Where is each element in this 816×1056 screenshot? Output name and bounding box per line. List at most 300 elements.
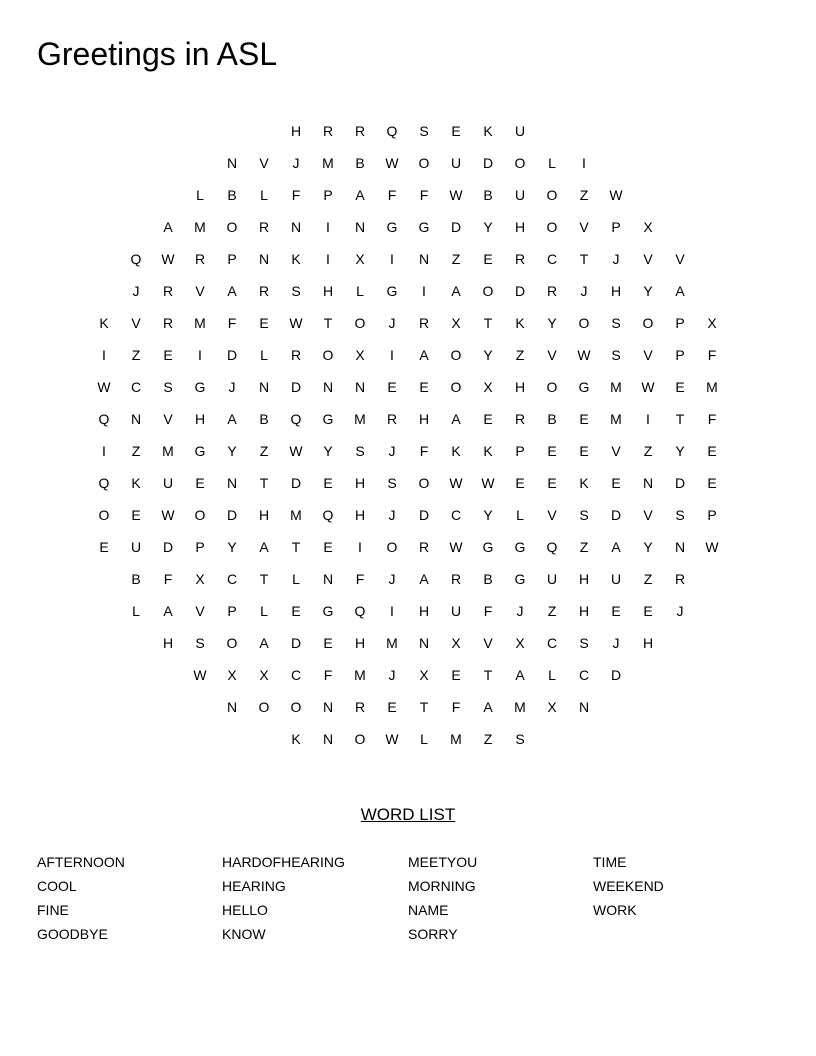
grid-letter: F (419, 443, 429, 459)
grid-letter: W (577, 347, 591, 363)
grid-letter: H (162, 635, 174, 651)
grid-letter: P (675, 347, 685, 363)
grid-letter: H (642, 635, 654, 651)
word-list-item: HARDOFHEARING (222, 854, 345, 870)
grid-letter: G (386, 283, 398, 299)
grid-letter: Q (386, 123, 398, 139)
grid-letter: G (322, 603, 334, 619)
grid-letter: E (611, 475, 621, 491)
word-list-heading: WORD LIST (360, 805, 456, 824)
grid-letter: H (258, 507, 270, 523)
grid-letter: T (579, 251, 589, 267)
grid-letter: O (578, 315, 590, 331)
grid-letter: B (483, 571, 493, 587)
grid-letter: B (355, 155, 365, 171)
grid-letter: K (451, 443, 461, 459)
grid-letter: A (163, 219, 173, 235)
grid-letter: I (646, 411, 650, 427)
grid-letter: A (515, 667, 525, 683)
grid-letter: E (131, 507, 141, 523)
grid-letter: M (354, 667, 366, 683)
grid-letter: Y (643, 283, 653, 299)
grid-letter: H (418, 603, 430, 619)
grid-letter: Y (227, 539, 237, 555)
grid-letter: H (354, 475, 366, 491)
grid-letter: K (291, 251, 301, 267)
grid-letter: F (707, 411, 717, 427)
grid-letter: U (162, 475, 174, 491)
grid-letter: H (354, 635, 366, 651)
grid-letter: J (612, 635, 620, 651)
grid-letter: X (707, 315, 717, 331)
grid-letter: A (163, 603, 173, 619)
grid-letter: U (514, 187, 526, 203)
grid-letter: R (162, 315, 174, 331)
grid-letter: J (388, 443, 396, 459)
grid-letter: E (387, 699, 397, 715)
grid-letter: C (226, 571, 238, 587)
grid-letter: H (194, 411, 206, 427)
word-list-item: MORNING (408, 878, 476, 894)
grid-letter: A (355, 187, 365, 203)
grid-letter: X (195, 571, 205, 587)
grid-letter: I (390, 251, 394, 267)
grid-letter: B (547, 411, 557, 427)
grid-letter: M (450, 731, 462, 747)
grid-letter: O (546, 187, 558, 203)
grid-letter: W (449, 187, 463, 203)
grid-letter: O (354, 315, 366, 331)
grid-letter: S (611, 347, 621, 363)
grid-letter: P (195, 539, 205, 555)
grid-letter: G (482, 539, 494, 555)
grid-letter: W (481, 475, 495, 491)
grid-letter: D (450, 219, 462, 235)
grid-letter: R (418, 315, 430, 331)
grid-letter: O (450, 379, 462, 395)
grid-letter: E (643, 603, 653, 619)
grid-letter: N (578, 699, 590, 715)
grid-letter: V (195, 283, 205, 299)
grid-letter: F (419, 187, 429, 203)
grid-letter: H (290, 123, 302, 139)
grid-letter: H (354, 507, 366, 523)
grid-letter: E (387, 379, 397, 395)
grid-letter: R (514, 411, 526, 427)
grid-letter: A (419, 571, 429, 587)
page-title: Greetings in ASL (37, 36, 278, 72)
grid-letter: N (322, 571, 334, 587)
grid-letter: Z (131, 443, 141, 459)
grid-letter: B (259, 411, 269, 427)
grid-letter: S (195, 635, 205, 651)
grid-letter: L (420, 731, 428, 747)
grid-letter: E (547, 443, 557, 459)
grid-letter: F (451, 699, 461, 715)
grid-letter: I (582, 155, 586, 171)
grid-letter: L (292, 571, 300, 587)
grid-letter: O (258, 699, 270, 715)
grid-letter: M (386, 635, 398, 651)
grid-letter: I (198, 347, 202, 363)
grid-letter: Y (227, 443, 237, 459)
grid-letter: O (322, 347, 334, 363)
grid-letter: X (355, 251, 365, 267)
grid-letter: N (258, 251, 270, 267)
grid-letter: I (358, 539, 362, 555)
grid-letter: V (195, 603, 205, 619)
grid-letter: O (226, 635, 238, 651)
grid-letter: S (675, 507, 685, 523)
grid-letter: M (514, 699, 526, 715)
grid-letter: A (259, 539, 269, 555)
grid-letter: W (193, 667, 207, 683)
grid-letter: E (451, 123, 461, 139)
grid-letter: S (387, 475, 397, 491)
grid-letter: X (483, 379, 493, 395)
grid-letter: R (450, 571, 462, 587)
grid-letter: Q (98, 411, 110, 427)
grid-letter: V (643, 347, 653, 363)
grid-letter: O (450, 347, 462, 363)
grid-letter: Y (547, 315, 557, 331)
grid-letter: U (450, 603, 462, 619)
grid-letter: S (419, 123, 429, 139)
grid-letter: R (418, 539, 430, 555)
grid-letter: B (483, 187, 493, 203)
grid-letter: E (611, 603, 621, 619)
grid-letter: M (354, 411, 366, 427)
grid-letter: E (547, 475, 557, 491)
grid-letter: H (514, 219, 526, 235)
grid-letter: Q (98, 475, 110, 491)
grid-letter: G (514, 539, 526, 555)
grid-letter: N (226, 475, 238, 491)
grid-letter: T (419, 699, 429, 715)
word-list-column-4 (593, 850, 664, 922)
grid-letter: X (451, 315, 461, 331)
grid-letter: S (355, 443, 365, 459)
grid-letter: X (259, 667, 269, 683)
grid-letter: R (386, 411, 398, 427)
grid-letter: J (132, 283, 140, 299)
grid-letter: D (482, 155, 494, 171)
grid-letter: O (546, 379, 558, 395)
grid-letter: X (451, 635, 461, 651)
grid-letter: I (326, 219, 330, 235)
grid-letter: E (291, 603, 301, 619)
word-list-item: COOL (37, 878, 77, 894)
grid-letter: P (227, 603, 237, 619)
grid-letter: P (323, 187, 333, 203)
grid-letter: L (260, 187, 268, 203)
grid-letter: O (354, 731, 366, 747)
grid-letter: T (259, 475, 269, 491)
grid-letter: I (102, 347, 106, 363)
grid-letter: U (514, 123, 526, 139)
grid-letter: J (516, 603, 524, 619)
grid-letter: O (514, 155, 526, 171)
word-list-item: HELLO (222, 902, 268, 918)
grid-letter: L (356, 283, 364, 299)
grid-letter: H (514, 379, 526, 395)
grid-letter: X (355, 347, 365, 363)
grid-letter: T (483, 667, 493, 683)
grid-letter: Z (259, 443, 269, 459)
grid-letter: J (388, 507, 396, 523)
grid-letter: F (483, 603, 493, 619)
grid-letter: N (258, 379, 270, 395)
grid-letter: E (99, 539, 109, 555)
grid-letter: G (418, 219, 430, 235)
grid-letter: G (578, 379, 590, 395)
grid-letter: W (449, 539, 463, 555)
grid-letter: R (354, 699, 366, 715)
grid-letter: K (99, 315, 109, 331)
grid-letter: S (579, 635, 589, 651)
grid-letter: U (546, 571, 558, 587)
grid-letter: H (418, 411, 430, 427)
grid-letter: Z (579, 187, 589, 203)
grid-letter: Z (483, 731, 493, 747)
grid-letter: S (291, 283, 301, 299)
grid-letter: O (98, 507, 110, 523)
grid-letter: D (162, 539, 174, 555)
grid-letter: O (226, 219, 238, 235)
grid-letter: L (260, 347, 268, 363)
grid-letter: H (578, 571, 590, 587)
grid-letter: Y (643, 539, 653, 555)
grid-letter: A (451, 283, 461, 299)
grid-letter: F (291, 187, 301, 203)
grid-letter: M (322, 155, 334, 171)
grid-letter: N (130, 411, 142, 427)
grid-letter: V (579, 219, 589, 235)
grid-letter: A (227, 283, 237, 299)
grid-letter: G (322, 411, 334, 427)
grid-letter: L (132, 603, 140, 619)
grid-letter: L (548, 667, 556, 683)
grid-letter: W (641, 379, 655, 395)
grid-letter: R (546, 283, 558, 299)
grid-letter: A (611, 539, 621, 555)
word-list-item: SORRY (408, 926, 458, 942)
grid-letter: E (259, 315, 269, 331)
grid-letter: Q (546, 539, 558, 555)
grid-letter: O (642, 315, 654, 331)
grid-letter: D (226, 347, 238, 363)
grid-letter: P (227, 251, 237, 267)
grid-letter: F (227, 315, 237, 331)
grid-letter: R (322, 123, 334, 139)
grid-letter: N (354, 219, 366, 235)
grid-letter: O (386, 539, 398, 555)
grid-letter: M (162, 443, 174, 459)
grid-letter: S (163, 379, 173, 395)
grid-letter: W (705, 539, 719, 555)
grid-letter: F (387, 187, 397, 203)
grid-letter: A (419, 347, 429, 363)
grid-letter: E (483, 411, 493, 427)
grid-letter: N (418, 635, 430, 651)
grid-letter: Y (483, 219, 493, 235)
grid-letter: E (707, 443, 717, 459)
grid-letter: N (322, 731, 334, 747)
grid-letter: W (385, 155, 399, 171)
grid-letter: P (675, 315, 685, 331)
grid-letter: Z (451, 251, 461, 267)
word-list-item: TIME (593, 854, 627, 870)
grid-letter: T (291, 539, 301, 555)
grid-letter: G (194, 443, 206, 459)
grid-letter: A (227, 411, 237, 427)
grid-letter: A (259, 635, 269, 651)
grid-letter: J (228, 379, 236, 395)
grid-letter: X (419, 667, 429, 683)
grid-letter: L (260, 603, 268, 619)
grid-letter: K (579, 475, 589, 491)
word-list-item: NAME (408, 902, 449, 918)
word-list-item: HEARING (222, 878, 286, 894)
word-list-column-3 (408, 850, 477, 946)
grid-letter: G (514, 571, 526, 587)
grid-letter: R (674, 571, 686, 587)
grid-letter: J (388, 315, 396, 331)
grid-letter: Y (323, 443, 333, 459)
grid-letter: R (162, 283, 174, 299)
grid-letter: T (483, 315, 493, 331)
grid-letter: Z (547, 603, 557, 619)
grid-letter: S (579, 507, 589, 523)
grid-letter: Y (483, 347, 493, 363)
grid-letter: C (546, 635, 558, 651)
word-list-item: WORK (593, 902, 637, 918)
grid-letter: I (102, 443, 106, 459)
word-list-item: MEETYOU (408, 854, 478, 870)
grid-letter: E (195, 475, 205, 491)
grid-letter: X (515, 635, 525, 651)
grid-letter: I (390, 347, 394, 363)
grid-letter: C (450, 507, 462, 523)
grid-letter: D (610, 667, 622, 683)
grid-letter: Q (290, 411, 302, 427)
grid-letter: W (385, 731, 399, 747)
grid-letter: M (194, 219, 206, 235)
grid-letter: L (516, 507, 524, 523)
grid-letter: G (194, 379, 206, 395)
grid-letter: V (547, 347, 557, 363)
grid-letter: W (289, 443, 303, 459)
grid-letter: V (547, 507, 557, 523)
word-list-item: WEEKEND (593, 878, 664, 894)
grid-letter: Z (515, 347, 525, 363)
grid-letter: J (292, 155, 300, 171)
grid-letter: E (579, 443, 589, 459)
grid-letter: K (291, 731, 301, 747)
grid-letter: M (194, 315, 206, 331)
grid-letter: E (451, 667, 461, 683)
grid-letter: Q (354, 603, 366, 619)
grid-letter: N (418, 251, 430, 267)
grid-letter: R (194, 251, 206, 267)
grid-letter: U (610, 571, 622, 587)
grid-letter: N (674, 539, 686, 555)
grid-letter: M (610, 379, 622, 395)
grid-letter: S (611, 315, 621, 331)
grid-letter: P (611, 219, 621, 235)
word-list-item: FINE (37, 902, 69, 918)
grid-letter: A (483, 699, 493, 715)
grid-letter: F (163, 571, 173, 587)
grid-letter: O (418, 475, 430, 491)
grid-letter: Z (643, 571, 653, 587)
grid-letter: D (290, 635, 302, 651)
grid-letter: J (580, 283, 588, 299)
grid-letter: E (707, 475, 717, 491)
grid-letter: J (676, 603, 684, 619)
grid-letter: N (226, 699, 238, 715)
grid-letter: C (290, 667, 302, 683)
grid-letter: R (290, 347, 302, 363)
grid-letter: O (482, 283, 494, 299)
grid-letter: O (546, 219, 558, 235)
grid-letter: V (483, 635, 493, 651)
grid-letter: D (226, 507, 238, 523)
grid-letter: Y (483, 507, 493, 523)
grid-letter: E (515, 475, 525, 491)
grid-letter: D (610, 507, 622, 523)
word-list-item: AFTERNOON (37, 854, 125, 870)
grid-letter: T (323, 315, 333, 331)
grid-letter: C (130, 379, 142, 395)
grid-letter: H (322, 283, 334, 299)
grid-letter: J (612, 251, 620, 267)
grid-letter: H (578, 603, 590, 619)
grid-letter: A (675, 283, 685, 299)
grid-letter: N (226, 155, 238, 171)
grid-letter: V (643, 251, 653, 267)
grid-letter: E (323, 635, 333, 651)
word-list-column-2 (222, 850, 345, 946)
grid-letter: W (449, 475, 463, 491)
grid-letter: V (259, 155, 269, 171)
grid-letter: R (258, 283, 270, 299)
grid-letter: W (609, 187, 623, 203)
grid-letter: N (322, 379, 334, 395)
grid-letter: V (675, 251, 685, 267)
grid-letter: V (131, 315, 141, 331)
grid-letter: O (194, 507, 206, 523)
grid-letter: F (355, 571, 365, 587)
grid-letter: Q (322, 507, 334, 523)
grid-letter: V (643, 507, 653, 523)
grid-letter: E (323, 475, 333, 491)
grid-letter: T (259, 571, 269, 587)
grid-letter: M (610, 411, 622, 427)
grid-letter: Z (643, 443, 653, 459)
grid-letter: I (326, 251, 330, 267)
grid-letter: W (97, 379, 111, 395)
grid-letter: N (322, 699, 334, 715)
grid-letter: C (546, 251, 558, 267)
grid-letter: K (483, 443, 493, 459)
grid-letter: Y (675, 443, 685, 459)
grid-letter: X (227, 667, 237, 683)
grid-letter: D (514, 283, 526, 299)
grid-letter: J (388, 667, 396, 683)
grid-letter: L (196, 187, 204, 203)
grid-letter: R (258, 219, 270, 235)
